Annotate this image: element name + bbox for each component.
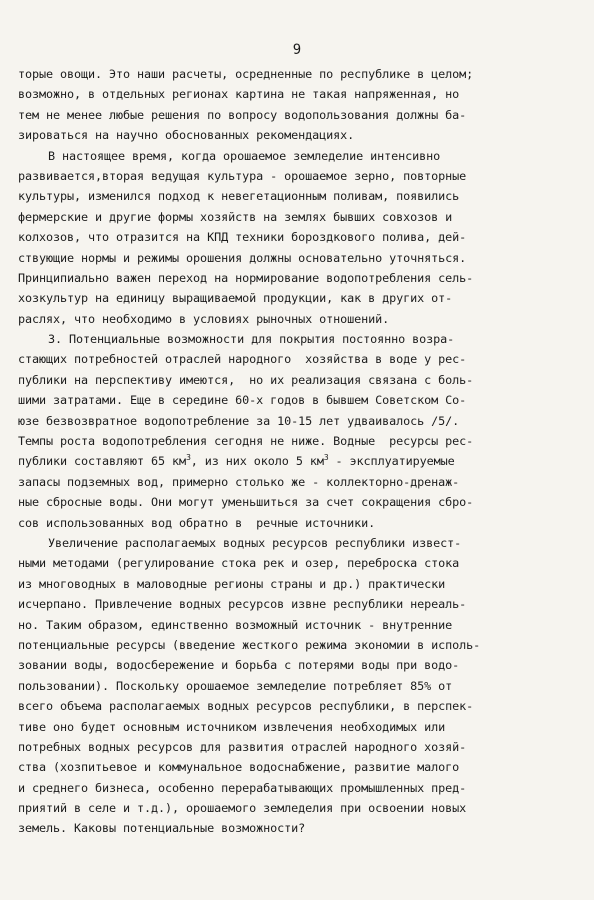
- text-line: [18, 492, 578, 512]
- text-segment: земель. Каковы потенциальные возможности?: [18, 821, 306, 836]
- text-line: [18, 411, 578, 431]
- text-line: [18, 757, 578, 777]
- text-segment: - эксплуатируемые: [328, 454, 455, 469]
- text-line: [18, 635, 578, 655]
- text-segment: и среднего бизнеса, особенно перерабатывающих промышленных пред-: [18, 780, 467, 795]
- text-line: [18, 737, 578, 757]
- superscript: 3: [186, 453, 191, 463]
- text-line: [18, 166, 578, 186]
- text-line: [18, 655, 578, 675]
- text-segment: зироваться на научно обоснованных рекомендациях.: [18, 128, 355, 143]
- text-line: [18, 778, 578, 798]
- text-line: [18, 390, 578, 410]
- text-segment: Увеличение располагаемых водных ресурсов республики извест-: [48, 535, 462, 550]
- text-line: [18, 288, 578, 308]
- text-segment: ствующие нормы и режимы орошения должны основательно уточняться.: [18, 250, 467, 265]
- text-line: [18, 615, 578, 635]
- text-segment: развивается,вторая ведущая культура - орошаемое зерно, повторные: [18, 168, 467, 183]
- text-line: [18, 227, 578, 247]
- text-segment: фермерские и другие формы хозяйств на землях бывших совхозов и: [18, 209, 453, 224]
- text-line: [18, 472, 578, 492]
- text-line: [18, 574, 578, 594]
- superscript: 3: [323, 453, 329, 463]
- text-line: [18, 818, 578, 838]
- text-line: [18, 533, 578, 553]
- text-segment: сов использованных вод обратно в речные источники.: [18, 515, 376, 530]
- text-segment: Темпы роста водопотребления сегодня не ниже. Водные ресурсы рес-: [18, 434, 474, 449]
- text-line: [18, 84, 578, 104]
- text-segment: запасы подземных вод, примерно столько же - коллекторно-дренаж-: [18, 474, 460, 489]
- page-number: 9: [292, 42, 302, 58]
- text-segment: торые овощи. Это наши расчеты, осредненные по республике в целом;: [18, 67, 474, 81]
- text-line: [18, 676, 578, 696]
- text-segment: раслях, что необходимо в условиях рыночных отношений.: [18, 311, 390, 326]
- text-segment: шими затратами. Еще в середине 60-х годов в бывшем Советском Со-: [18, 393, 467, 408]
- text-line: [18, 146, 578, 166]
- text-segment: культуры, изменился подход к невегетационным поливам, появились: [18, 189, 460, 204]
- text-segment: из многоводных в маловодные регионы страны и др.) практически: [18, 576, 446, 591]
- text-segment: ные сбросные воды. Они могут уменьшиться за счет сокращения сбро-: [18, 495, 474, 510]
- text-segment: пользовании). Поскольку орошаемое земледелие потребляет 85% от: [18, 678, 453, 693]
- text-line: [18, 309, 578, 329]
- text-segment: юзе безвозвратное водопотребление за 10-15 лет удваивалось /5/.: [18, 413, 460, 428]
- text-segment: публики составляют 65 км: [18, 454, 187, 469]
- text-line: [18, 594, 578, 614]
- text-segment: исчерпано. Привлечение водных ресурсов извне республики нереаль-: [18, 597, 467, 612]
- text-segment: хозкультур на единицу выращиваемой продукции, как в других от-: [18, 291, 453, 306]
- text-segment: тем не менее любые решения по вопросу водопользования должны ба-: [18, 107, 467, 122]
- text-line: [18, 105, 578, 125]
- text-line: [18, 717, 578, 737]
- text-segment: всего объема располагаемых водных ресурсов республики, в перспек-: [18, 699, 474, 714]
- text-line: [18, 248, 578, 268]
- text-segment: 3. Потенциальные возможности для покрытия постоянно возра-: [48, 332, 455, 347]
- text-line: [18, 553, 578, 573]
- text-line: [18, 513, 578, 533]
- text-line: [18, 329, 578, 349]
- text-segment: ными методами (регулирование стока рек и озер, переброска стока: [18, 556, 460, 571]
- text-segment: стающих потребностей отраслей народного хозяйства в воде у рес-: [18, 352, 467, 367]
- text-line: [18, 349, 578, 369]
- text-segment: но. Таким образом, единственно возможный источник - внутренние: [18, 617, 453, 632]
- text-segment: зовании воды, водосбережение и борьба с потерями воды при водо-: [18, 658, 460, 673]
- text-segment: Принципиально важен переход на нормирование водопотребления сель-: [18, 270, 474, 285]
- text-segment: колхозов, что отразится на КПД техники бороздкового полива, дей-: [18, 230, 467, 245]
- text-line: [18, 268, 578, 288]
- text-line: [18, 370, 578, 390]
- text-segment: В настоящее время, когда орошаемое земледелие интенсивно: [48, 148, 441, 163]
- body-text: [18, 64, 578, 839]
- text-line: [18, 431, 578, 451]
- text-segment: возможно, в отдельных регионах картина не такая напряженная, но: [18, 87, 460, 102]
- text-segment: публики на перспективу имеются, но их реализация связана с боль-: [18, 372, 474, 387]
- text-line: [18, 696, 578, 716]
- text-line: [18, 186, 578, 206]
- text-line: [18, 798, 578, 818]
- text-line: [18, 125, 578, 145]
- text-line: [18, 207, 578, 227]
- text-segment: приятий в селе и т.д.), орошаемого земледелия при освоении новых: [18, 801, 467, 816]
- text-line: [18, 451, 578, 471]
- text-segment: потребных водных ресурсов для развития отраслей народного хозяй-: [18, 739, 467, 754]
- text-segment: , из них около 5 км: [190, 454, 324, 469]
- text-segment: потенциальные ресурсы (введение жесткого режима экономии в исполь-: [18, 637, 481, 652]
- text-segment: ства (хозпитьевое и коммунальное водоснабжение, развитие малого: [18, 760, 460, 775]
- text-segment: тиве оно будет основным источником извлечения необходимых или: [18, 719, 446, 734]
- text-line: [18, 64, 578, 84]
